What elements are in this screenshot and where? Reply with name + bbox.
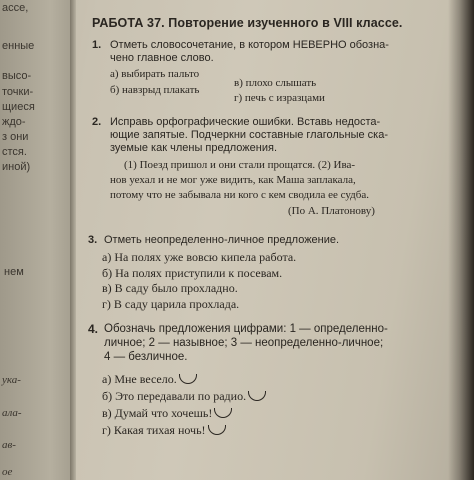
- exercise-text-line: потому что не забывала ни кого с кем сводила ее судба.: [110, 189, 369, 201]
- page-title: РАБОТА 37. Повторение изученного в VIII классе.: [92, 16, 403, 30]
- exercise-text-line: нов уехал и не мог уже видить, как Маша заплакала,: [110, 174, 356, 186]
- source-attribution: (По А. Платонову): [288, 205, 375, 217]
- margin-text: енные: [2, 40, 35, 52]
- margin-text: точки-: [2, 86, 34, 98]
- answer-bracket[interactable]: [208, 425, 226, 435]
- margin-text: ав-: [2, 439, 16, 451]
- margin-text: ассе,: [2, 2, 29, 14]
- margin-text: ука-: [2, 374, 21, 386]
- book-gutter: [70, 0, 76, 480]
- task-instruction: Отметь неопределенно-личное предложение.: [104, 234, 340, 246]
- margin-text: высо-: [2, 70, 32, 82]
- task-instruction: личное; 2 — назывное; 3 — неопределенно-личное;: [104, 337, 384, 349]
- task-instruction: Отметь словосочетание, в котором НЕВЕРНО обозна-: [110, 39, 389, 51]
- left-page-fragment: [0, 0, 72, 480]
- option-a[interactable]: а) выбирать пальто: [110, 68, 200, 80]
- page-edge-shadow: [448, 0, 474, 480]
- task-instruction: 4 — безличное.: [104, 351, 188, 363]
- option-b[interactable]: б) навзрыд плакать: [110, 84, 200, 96]
- task-number: 1.: [92, 39, 102, 51]
- exercise-text-line: (1) Поезд пришол и они стали прощатся. (2) Ива-: [124, 159, 356, 171]
- option-text: г) Какая тихая ночь!: [102, 423, 206, 437]
- option-c[interactable]: в) плохо слышать: [234, 77, 317, 89]
- option-a[interactable]: а) На полях уже вовсю кипела работа.: [102, 250, 297, 264]
- margin-text: щиеся: [2, 101, 35, 113]
- task-instruction: Исправь орфографические ошибки. Вставь недоста-: [110, 116, 381, 128]
- option-text: в) Думай что хочешь!: [102, 406, 213, 420]
- task-number: 3.: [88, 234, 98, 246]
- answer-bracket[interactable]: [179, 374, 197, 384]
- task-instruction: зуемые как члены предложения.: [110, 142, 278, 154]
- margin-text: нем: [4, 266, 24, 278]
- margin-text: ждо-: [2, 116, 26, 128]
- option-d: [102, 423, 226, 438]
- option-d[interactable]: г) печь с изразцами: [234, 92, 325, 104]
- task-number: 2.: [92, 116, 102, 128]
- margin-text: з они: [2, 131, 29, 143]
- margin-text: стся.: [2, 146, 27, 158]
- margin-text: ала-: [2, 407, 22, 419]
- task-instruction: Обозначь предложения цифрами: 1 — определенно-: [104, 323, 388, 335]
- option-text: а) Мне весело.: [102, 372, 177, 386]
- task-instruction: ющие запятые. Подчеркни составные глагольные ска-: [110, 129, 388, 141]
- answer-bracket[interactable]: [248, 391, 266, 401]
- task-instruction: чено главное слово.: [110, 52, 214, 64]
- option-b[interactable]: б) На полях приступили к посевам.: [102, 266, 283, 280]
- option-c[interactable]: в) В саду было прохладно.: [102, 281, 238, 295]
- margin-text: ое: [2, 466, 13, 478]
- margin-text: иной): [2, 161, 31, 173]
- answer-bracket[interactable]: [214, 408, 232, 418]
- option-c: [102, 406, 232, 421]
- option-text: б) Это передавали по радио.: [102, 389, 247, 403]
- option-a: [102, 372, 197, 387]
- option-d[interactable]: г) В саду царила прохлада.: [102, 297, 240, 311]
- task-number: 4.: [88, 322, 99, 336]
- option-b: [102, 389, 266, 404]
